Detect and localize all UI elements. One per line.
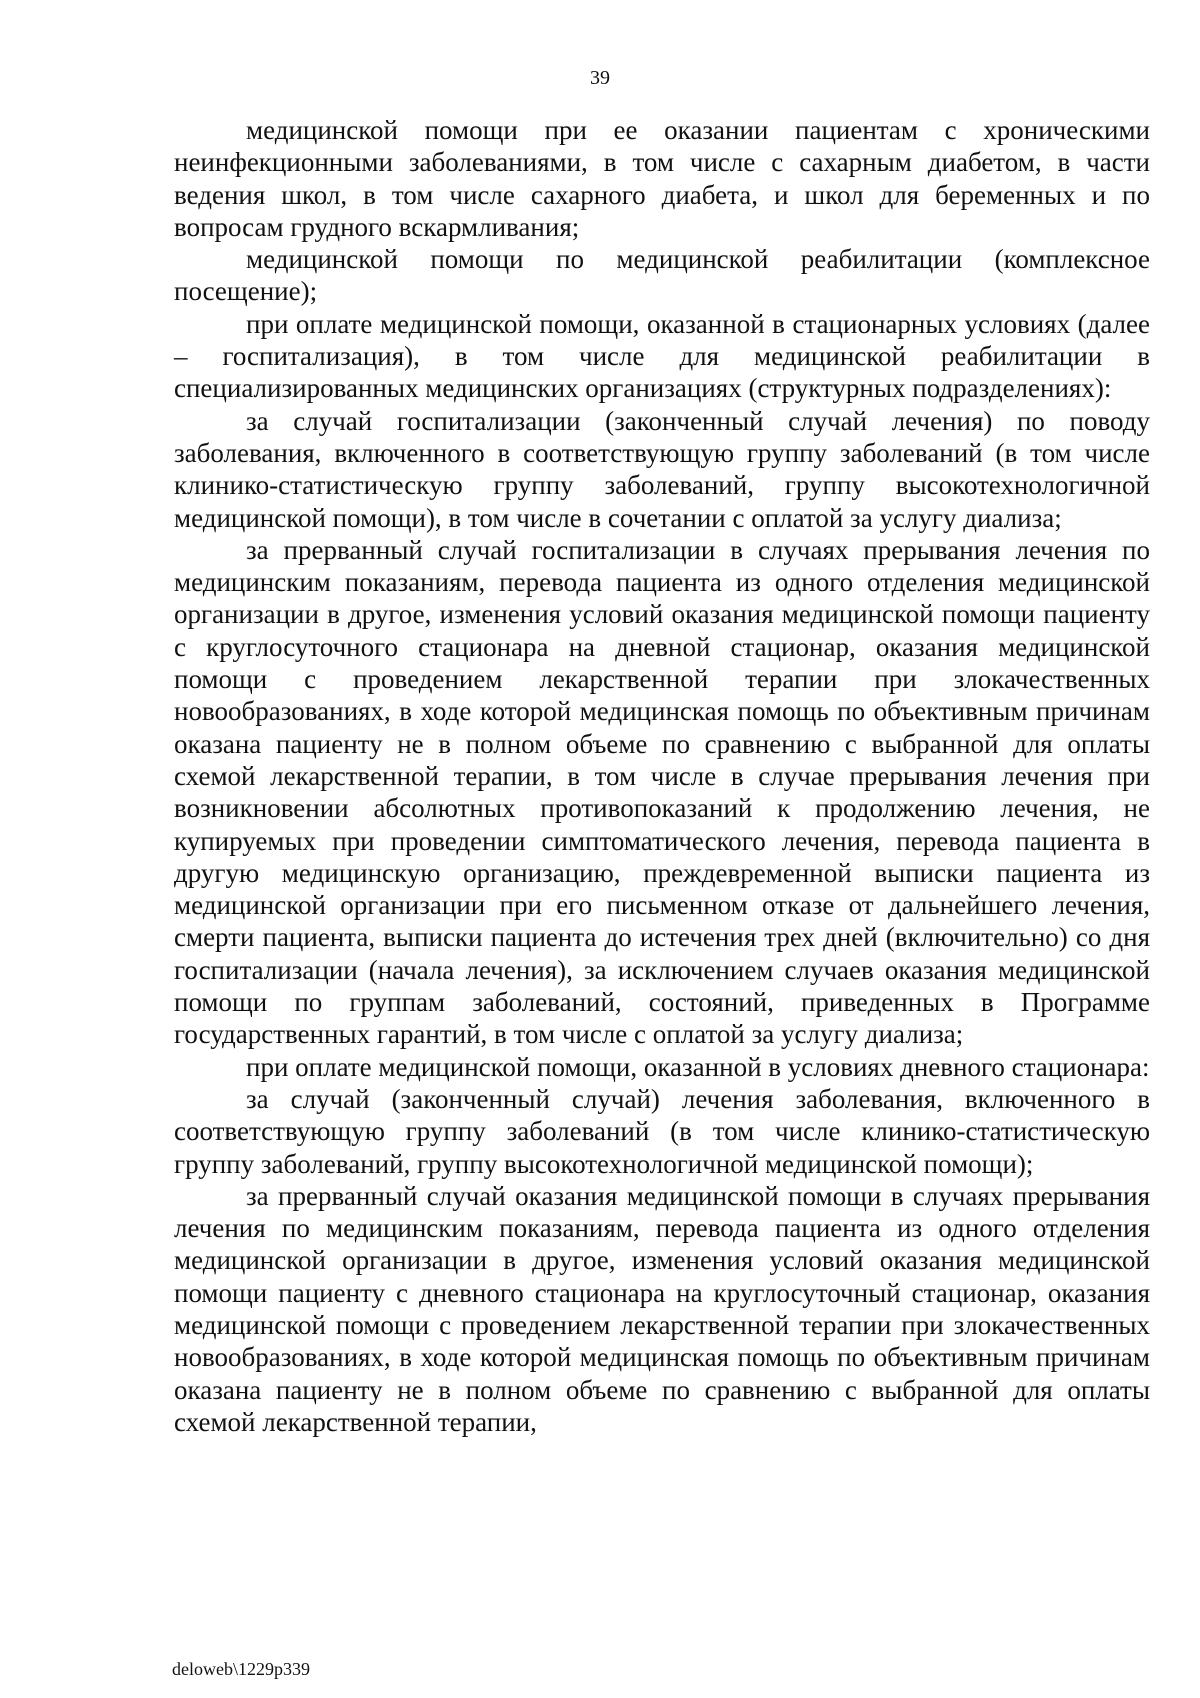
paragraph-5: за прерванный случай госпитализации в случаях прерывания лечения по медицинским показаниям, перевода пациента из одного отделения медицинской организации в другое, изменения условий оказания медицинской помощи пациенту с круглосуточного стационара на дневной стационар, оказания медицинской помощи с проведением лекарственной терапии при злокачественных новообразованиях, в ходе которой медицинская помощь по объективным причинам оказана пациенту не в полном объеме по сравнению с выбранной для оплаты схемой лекарственной терапии, в том числе в случае прерывания лечения при возникновении абсолютных противопоказаний к продолжению лечения, не купируемых при проведении симптоматического лечения, перевода пациента в другую медицинскую организацию, преждевременной выписки пациента из медицинской организации при его письменном отказе от дальнейшего лечения, смерти пациента, выписки пациента до истечения трех дней (включительно) со дня госпитализации (начала лечения), за исключением случаев оказания медицинской помощи по группам заболеваний, состояний, приведенных в Программе государственных гарантий, в том числе с оплатой за услугу диализа; bbox=[174, 534, 1150, 1050]
paragraph-2: медицинской помощи по медицинской реабилитации (комплексное посещение); bbox=[174, 244, 1150, 307]
paragraph-7: за случай (законченный случай) лечения заболевания, включенного в соответствующую группу заболеваний (в том числе клинико-статистическую группу заболеваний, группу высокотехнологичной медицинской помощи); bbox=[174, 1083, 1150, 1179]
paragraph-3: при оплате медицинской помощи, оказанной в стационарных условиях (далее – госпитализация), в том числе для медицинской реабилитации в специализированных медицинских организациях (структурных подразделениях): bbox=[174, 308, 1150, 404]
footer-document-code: deloweb\1229p339 bbox=[172, 1659, 310, 1679]
paragraph-6: при оплате медицинской помощи, оказанной в условиях дневного стационара: bbox=[246, 1051, 1150, 1082]
page-number: 39 bbox=[590, 67, 610, 89]
paragraph-4: за случай госпитализации (законченный случай лечения) по поводу заболевания, включенного в соответствующую группу заболеваний (в том числе клинико-статистическую группу заболеваний, группу высокотехнологичной медицинской помощи), в том числе в сочетании с оплатой за услугу диализа; bbox=[174, 405, 1150, 533]
paragraph-8: за прерванный случай оказания медицинской помощи в случаях прерывания лечения по медицинским показаниям, перевода пациента из одного отделения медицинской организации в другое, изменения условий оказания медицинской помощи пациенту с дневного стационара на круглосуточный стационар, оказания медицинской помощи с проведением лекарственной терапии при злокачественных новообразованиях, в ходе которой медицинская помощь по объективным причинам оказана пациенту не в полном объеме по сравнению с выбранной для оплаты схемой лекарственной терапии, bbox=[174, 1180, 1150, 1437]
paragraph-1: медицинской помощи при ее оказании пациентам с хроническими неинфекционными заболеваниями, в том числе с сахарным диабетом, в части ведения школ, в том числе сахарного диабета, и школ для беременных и по вопросам грудного вскармливания; bbox=[174, 115, 1150, 242]
document-body bbox=[174, 114, 1150, 1438]
